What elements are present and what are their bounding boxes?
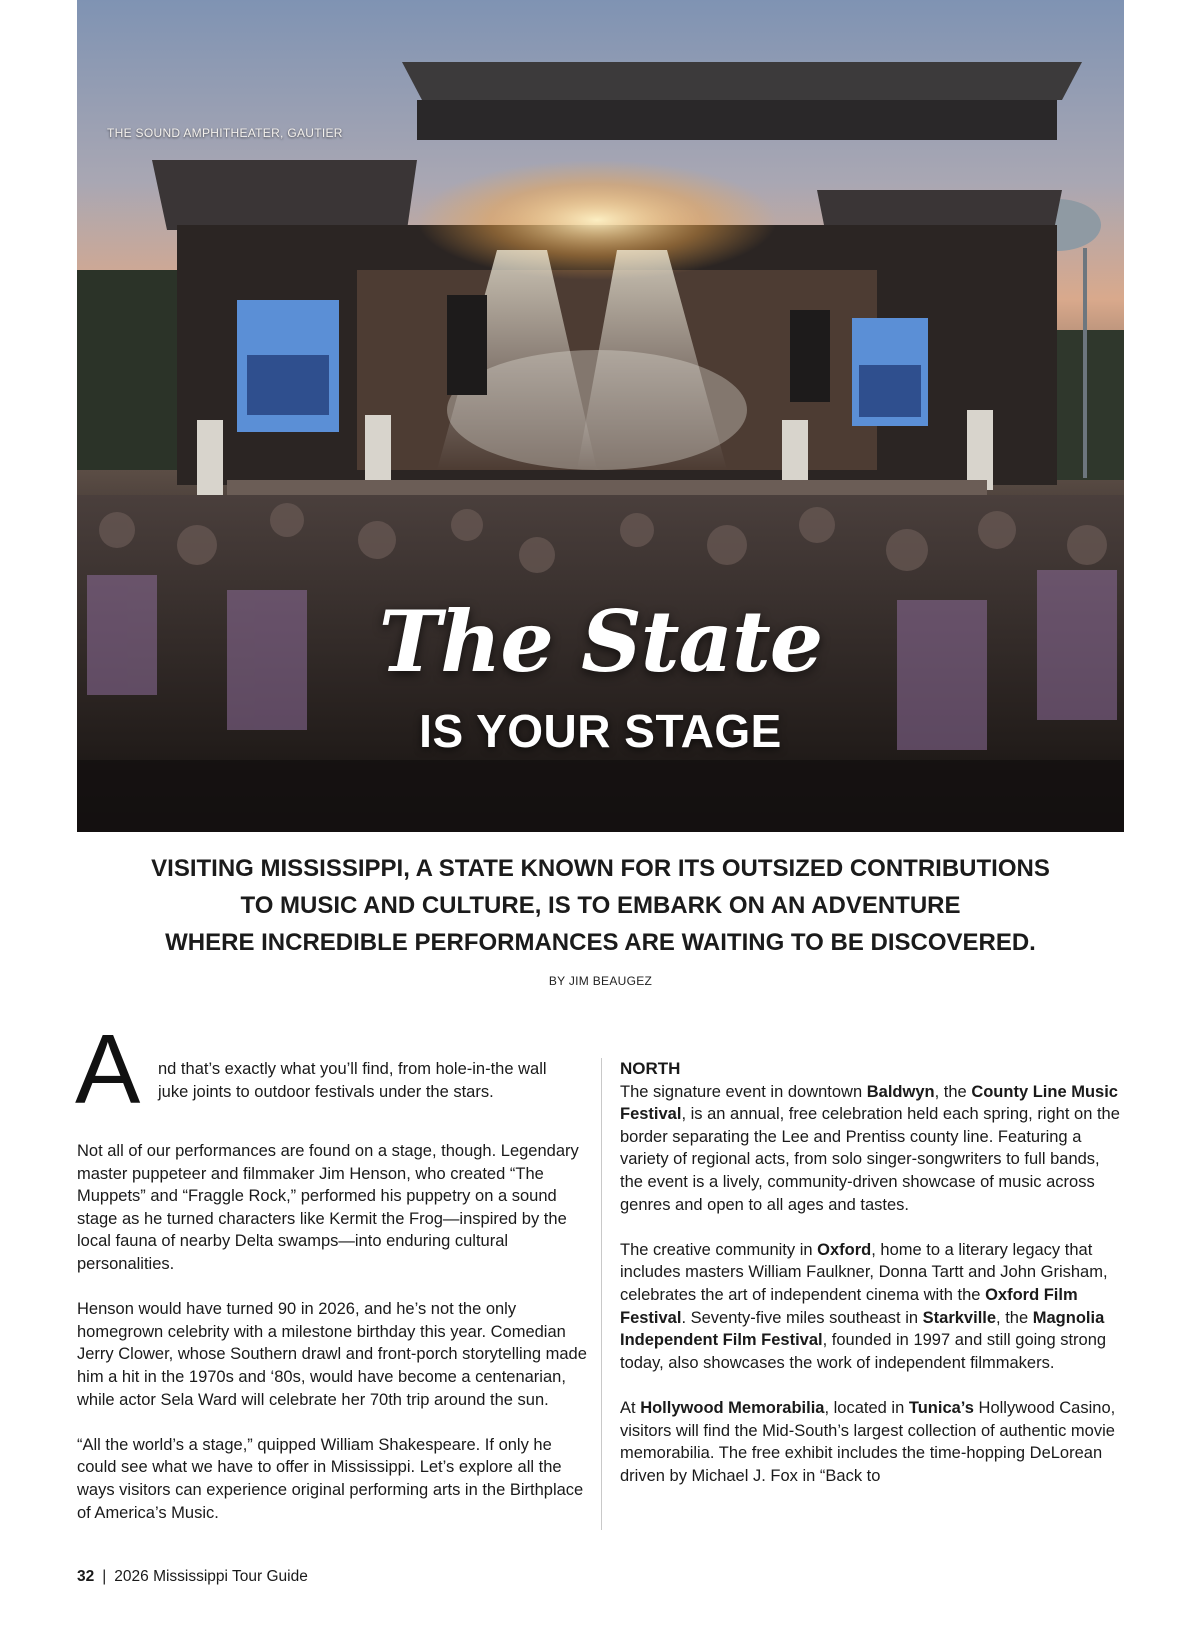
place-name: Baldwyn <box>866 1082 935 1101</box>
event-name: Magnolia Independent Film Festival <box>620 1308 1105 1350</box>
text-run: At <box>620 1398 641 1417</box>
intro-line-2: juke joints to outdoor festivals under the stars. <box>158 1082 494 1101</box>
place-name: Oxford <box>817 1240 872 1259</box>
text-run: , located in <box>824 1398 909 1417</box>
deck-line-3: WHERE INCREDIBLE PERFORMANCES ARE WAITING TO BE DISCOVERED. <box>165 929 1036 956</box>
page-footer <box>77 1568 308 1586</box>
body-paragraph-henson: Not all of our performances are found on a stage, though. Legendary master puppeteer and filmmaker Jim Henson, who created “The Muppets” and “Fraggle Rock,” performed his puppetry on a sound stage as he turned characters like Kermit the Frog—inspired by the local fauna of nearby Delta swamps—into enduring cultural personalities. <box>77 1142 579 1273</box>
venue-name: Hollywood Memorabilia <box>640 1398 825 1417</box>
body-paragraph-shakespeare: “All the world’s a stage,” quipped William Shakespeare. If only he could see what we have to offer in Mississippi. Let’s explore all the ways visitors can experience original performing arts in the Birthplace of America’s Music. <box>77 1435 584 1522</box>
page-number: 32 <box>77 1568 95 1585</box>
photo-caption: THE SOUND AMPHITHEATER, GAUTIER <box>107 126 343 140</box>
hero-photo <box>77 0 1124 832</box>
event-name: Oxford Film Festival <box>620 1285 1078 1327</box>
text-run: , home to a literary legacy that includes masters William Faulkner, Donna Tartt and John Grisham, celebrates the art of independent cinema with the <box>620 1240 1108 1304</box>
text-run: , is an annual, free celebration held each spring, right on the border separating the Lee and Prentiss county line. Featuring a variety of regional acts, from solo singer-songwriters to full bands, the event is a lively, community-driven showcase of music across genres and open to all ages and tastes. <box>620 1105 1120 1214</box>
text-run: , founded in 1997 and still going strong today, also showcases the work of independent filmmakers. <box>620 1331 1107 1372</box>
text-run: . Seventy-five miles southeast in <box>681 1308 923 1327</box>
column-divider <box>601 1058 602 1530</box>
text-run: , the <box>996 1308 1033 1327</box>
text-run: Hollywood Casino, visitors will find the Mid-South’s largest collection of authentic movie memorabilia. The free exhibit includes the time-hopping DeLorean driven by Michael J. Fox in “Back to <box>620 1398 1116 1485</box>
intro-line-1: nd that’s exactly what you’ll find, from hole-in-the wall <box>158 1060 547 1078</box>
intro-text <box>158 1058 578 1103</box>
place-name: Tunica’s <box>908 1398 974 1417</box>
body-paragraph-baldwyn <box>620 1081 1125 1217</box>
article-deck <box>77 850 1124 961</box>
text-run: , the <box>934 1082 972 1101</box>
text-run: The creative community in <box>620 1240 818 1259</box>
text-run: The signature event in downtown <box>620 1082 867 1101</box>
event-name: County Line Music Festival <box>620 1082 1118 1124</box>
byline: BY JIM BEAUGEZ <box>548 974 653 988</box>
right-column <box>620 1058 1125 1510</box>
section-heading-north: NORTH <box>620 1059 681 1078</box>
body-paragraph-birthdays: Henson would have turned 90 in 2026, and he’s not the only homegrown celebrity with a milestone birthday this year. Comedian Jerry Clower, whose Southern drawl and front-porch storytelling made him a hit in the 1970s and ‘80s, would have become a centenarian, while actor Sela Ward will celebrate her 70th trip around the sun. <box>77 1300 587 1409</box>
body-paragraph-tunica <box>620 1397 1125 1487</box>
footer-separator: | <box>102 1568 107 1585</box>
drop-cap: A <box>75 1014 141 1124</box>
place-name: Starkville <box>922 1308 997 1327</box>
deck-line-1: VISITING MISSISSIPPI, A STATE KNOWN FOR ITS OUTSIZED CONTRIBUTIONS <box>151 855 1050 882</box>
intro-paragraph <box>75 1014 587 1124</box>
publication-name: 2026 Mississippi Tour Guide <box>114 1568 308 1585</box>
deck-line-2: TO MUSIC AND CULTURE, IS TO EMBARK ON AN ADVENTURE <box>240 892 961 919</box>
headline-subtitle: IS YOUR STAGE <box>419 705 782 757</box>
body-paragraph-oxford <box>620 1239 1125 1375</box>
headline-script: The State <box>378 592 823 691</box>
left-column <box>75 1014 587 1547</box>
